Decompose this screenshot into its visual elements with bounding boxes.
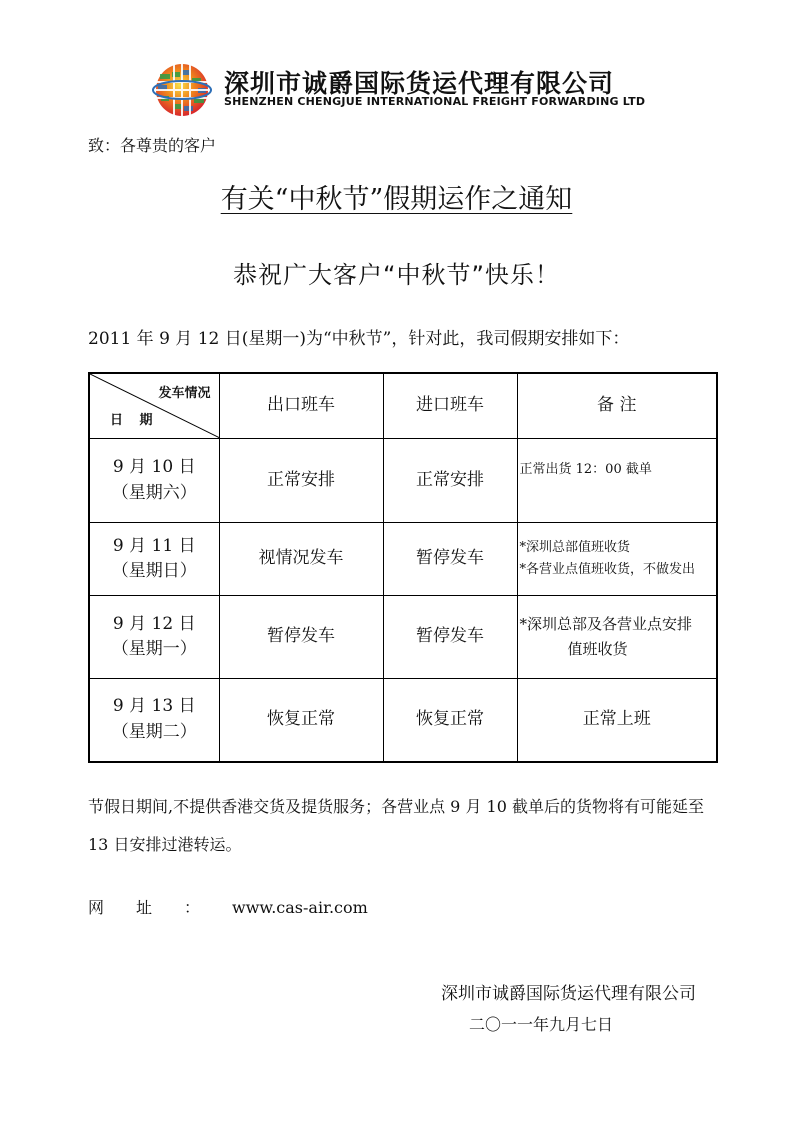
header-notes: 备 注 xyxy=(517,373,717,439)
globe-logo-icon xyxy=(152,60,212,120)
header-export: 出口班车 xyxy=(219,373,383,439)
date-cell xyxy=(89,679,219,762)
company-name-cn: 深圳市诚爵国际货运代理有限公司 xyxy=(224,69,615,98)
weekday-text: （星期六） xyxy=(111,482,197,503)
table-header-row xyxy=(89,373,717,439)
note-line: 值班收货 xyxy=(567,640,628,658)
export-cell: 视情况发车 xyxy=(219,523,383,596)
table-row xyxy=(89,679,717,762)
website-label: 网址： xyxy=(88,898,233,917)
note-line: 正常出货 12：00 截单 xyxy=(519,462,652,477)
corner-label-date: 日 期 xyxy=(110,412,159,428)
signature-date: 二〇一一年九月七日 xyxy=(469,1015,614,1034)
import-cell: 正常安排 xyxy=(383,439,517,523)
website-link[interactable]: www.cas-air.com xyxy=(232,898,368,917)
date-cell xyxy=(89,596,219,679)
company-logo xyxy=(152,60,212,120)
weekday-text: （星期日） xyxy=(111,561,197,581)
date-cell xyxy=(89,439,219,523)
corner-header-cell xyxy=(89,373,219,439)
export-cell: 暂停发车 xyxy=(219,596,383,679)
schedule-table xyxy=(88,372,718,763)
notes-cell xyxy=(517,439,717,523)
weekday-text: （星期一） xyxy=(111,639,197,659)
signature-company: 深圳市诚爵国际货运代理有限公司 xyxy=(441,984,696,1004)
company-name-en: SHENZHEN CHENGJUE INTERNATIONAL FREIGHT FORWARDING LTD xyxy=(224,95,646,108)
notes-cell xyxy=(517,679,717,762)
corner-label-status: 发车情况 xyxy=(158,386,211,401)
notice-title: 有关“中秋节”假期运作之通知 xyxy=(220,184,573,215)
website-line xyxy=(88,895,368,918)
intro-text: 2011 年 9 月 12 日(星期一)为“中秋节”，针对此，我司假期安排如下： xyxy=(88,329,630,349)
table-row xyxy=(89,523,717,596)
note-line: 正常上班 xyxy=(582,709,651,729)
note-line: *深圳总部值班收货 xyxy=(519,539,631,555)
note-line: *各营业点值班收货，不做发出 xyxy=(519,562,696,577)
date-text: 9 月 10 日 xyxy=(112,457,196,477)
table-row xyxy=(89,596,717,679)
export-cell: 恢复正常 xyxy=(219,679,383,762)
import-cell: 暂停发车 xyxy=(383,596,517,679)
header-import: 进口班车 xyxy=(383,373,517,439)
table-row xyxy=(89,439,717,523)
holiday-notice: 节假日期间,不提供香港交货及提货服务；各营业点 9 月 10 截单后的货物将有可能延至 13 日安排过港转运。 xyxy=(88,797,704,854)
import-cell: 恢复正常 xyxy=(383,679,517,762)
salutation: 致：各尊贵的客户 xyxy=(88,136,217,155)
notes-cell xyxy=(517,596,717,679)
export-cell: 正常安排 xyxy=(219,439,383,523)
weekday-text: （星期二） xyxy=(111,721,197,742)
date-cell xyxy=(89,523,219,596)
import-cell: 暂停发车 xyxy=(383,523,517,596)
note-line: *深圳总部及各营业点安排 xyxy=(519,614,693,633)
notes-cell xyxy=(517,523,717,596)
date-text: 9 月 12 日 xyxy=(112,613,196,634)
date-text: 9 月 13 日 xyxy=(112,696,196,717)
greeting: 恭祝广大客户“中秋节”快乐！ xyxy=(233,261,560,289)
date-text: 9 月 11 日 xyxy=(112,535,196,556)
